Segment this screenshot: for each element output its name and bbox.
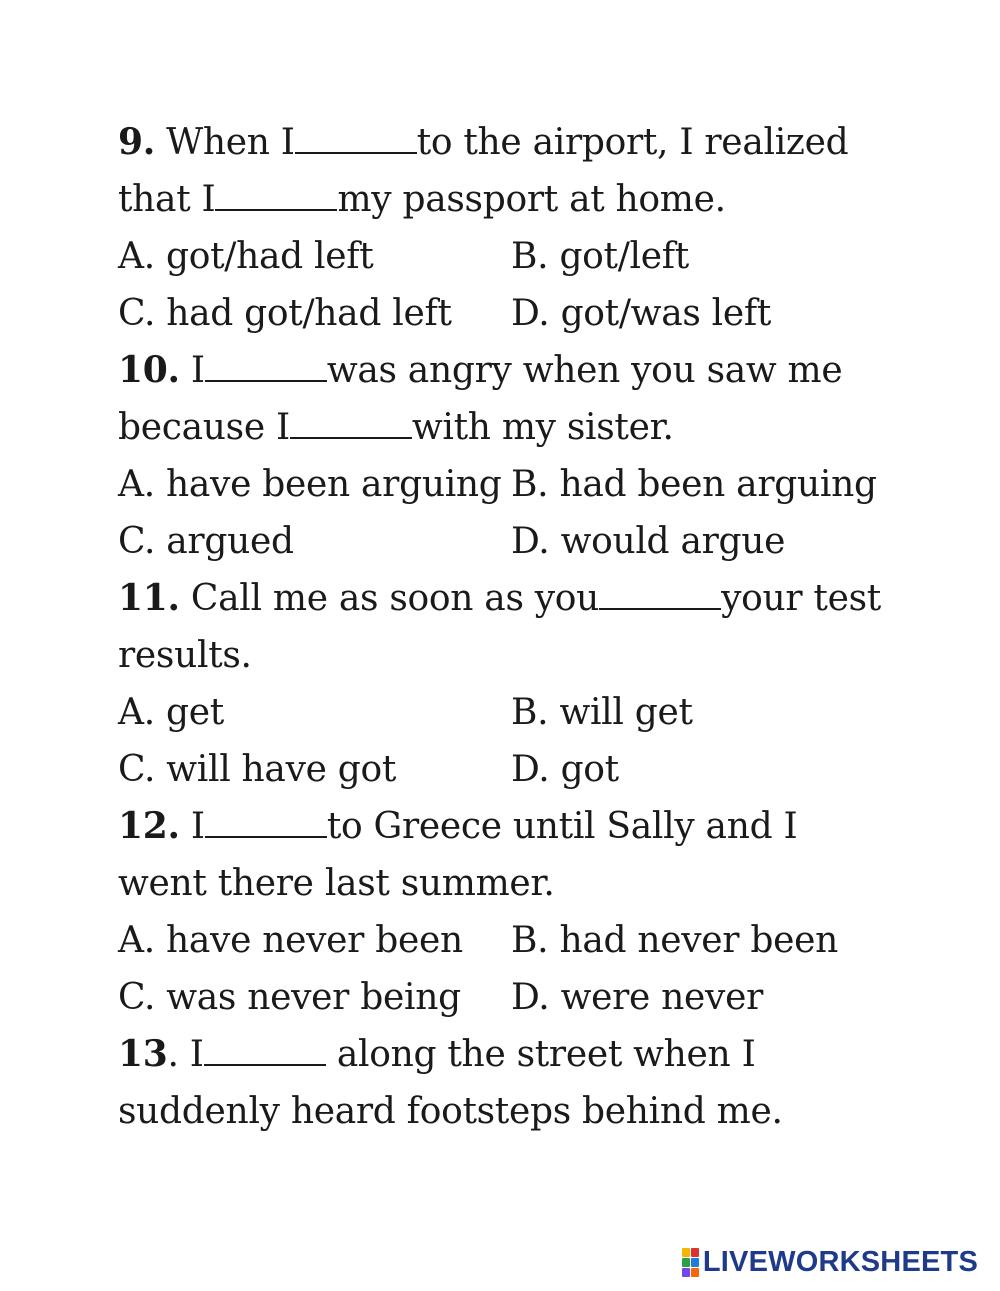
worksheet — [118, 114, 918, 1140]
question-text: to the airport, I realized — [416, 122, 849, 163]
option-a[interactable]: A. got/had left — [118, 236, 374, 277]
option-d[interactable]: D. got — [511, 749, 619, 790]
options-row — [118, 969, 918, 1026]
options-row — [118, 456, 918, 513]
options-row — [118, 741, 918, 798]
question-number: 10. — [118, 349, 180, 391]
options-row — [118, 684, 918, 741]
option-c[interactable]: C. had got/had left — [118, 293, 452, 334]
option-a[interactable]: A. have never been — [118, 920, 463, 961]
question-text: When I — [166, 122, 295, 163]
question-12-line-2 — [118, 855, 918, 912]
answer-blank[interactable] — [205, 808, 327, 838]
question-12-line-1 — [118, 798, 918, 855]
liveworksheets-logo[interactable] — [682, 1246, 978, 1279]
question-text: went there last summer. — [118, 863, 555, 904]
question-13-line-2 — [118, 1083, 918, 1140]
question-11-line-2 — [118, 627, 918, 684]
option-b[interactable]: B. will get — [511, 692, 693, 733]
question-10-line-1 — [118, 342, 918, 399]
question-text: results. — [118, 635, 252, 676]
option-c[interactable]: C. will have got — [118, 749, 397, 790]
answer-blank[interactable] — [599, 580, 721, 610]
options-row — [118, 513, 918, 570]
question-text: along the street when I — [325, 1034, 756, 1075]
question-text: I — [190, 350, 205, 391]
question-text: to Greece until Sally and I — [326, 806, 798, 847]
question-number: 11. — [118, 577, 180, 619]
question-text: Call me as soon as you — [190, 578, 600, 619]
question-text: your test — [721, 578, 881, 619]
question-13-line-1 — [118, 1026, 918, 1083]
question-number: 9. — [118, 121, 155, 163]
answer-blank[interactable] — [215, 181, 337, 211]
question-number: 13 — [118, 1033, 168, 1075]
logo-text: LIVEWORKSHEETS — [702, 1246, 978, 1278]
question-text: because I — [118, 407, 290, 448]
option-d[interactable]: D. would argue — [511, 521, 786, 562]
liveworksheets-logo-icon — [682, 1248, 699, 1277]
question-11-line-1 — [118, 570, 918, 627]
question-text: was angry when you saw me — [326, 350, 843, 391]
options-row — [118, 228, 918, 285]
question-text: my passport at home. — [337, 179, 726, 220]
answer-blank[interactable] — [290, 409, 412, 439]
question-9-line-1 — [118, 114, 918, 171]
option-b[interactable]: B. got/left — [511, 236, 689, 277]
option-c[interactable]: C. argued — [118, 521, 294, 562]
answer-blank[interactable] — [295, 124, 417, 154]
question-10-line-2 — [118, 399, 918, 456]
options-row — [118, 285, 918, 342]
options-row — [118, 912, 918, 969]
option-d[interactable]: D. were never — [511, 977, 763, 1018]
answer-blank[interactable] — [205, 352, 327, 382]
option-c[interactable]: C. was never being — [118, 977, 461, 1018]
option-b[interactable]: B. had been arguing — [511, 464, 877, 505]
option-d[interactable]: D. got/was left — [511, 293, 772, 334]
question-text: suddenly heard footsteps behind me. — [118, 1091, 783, 1132]
question-text: I — [190, 806, 205, 847]
question-number: 12. — [118, 805, 180, 847]
question-text: that I — [118, 179, 216, 220]
option-a[interactable]: A. get — [118, 692, 224, 733]
question-9-line-2 — [118, 171, 918, 228]
answer-blank[interactable] — [204, 1036, 326, 1066]
question-text: . I — [167, 1034, 204, 1075]
option-b[interactable]: B. had never been — [511, 920, 839, 961]
question-text: with my sister. — [411, 407, 674, 448]
option-a[interactable]: A. have been arguing — [118, 464, 502, 505]
